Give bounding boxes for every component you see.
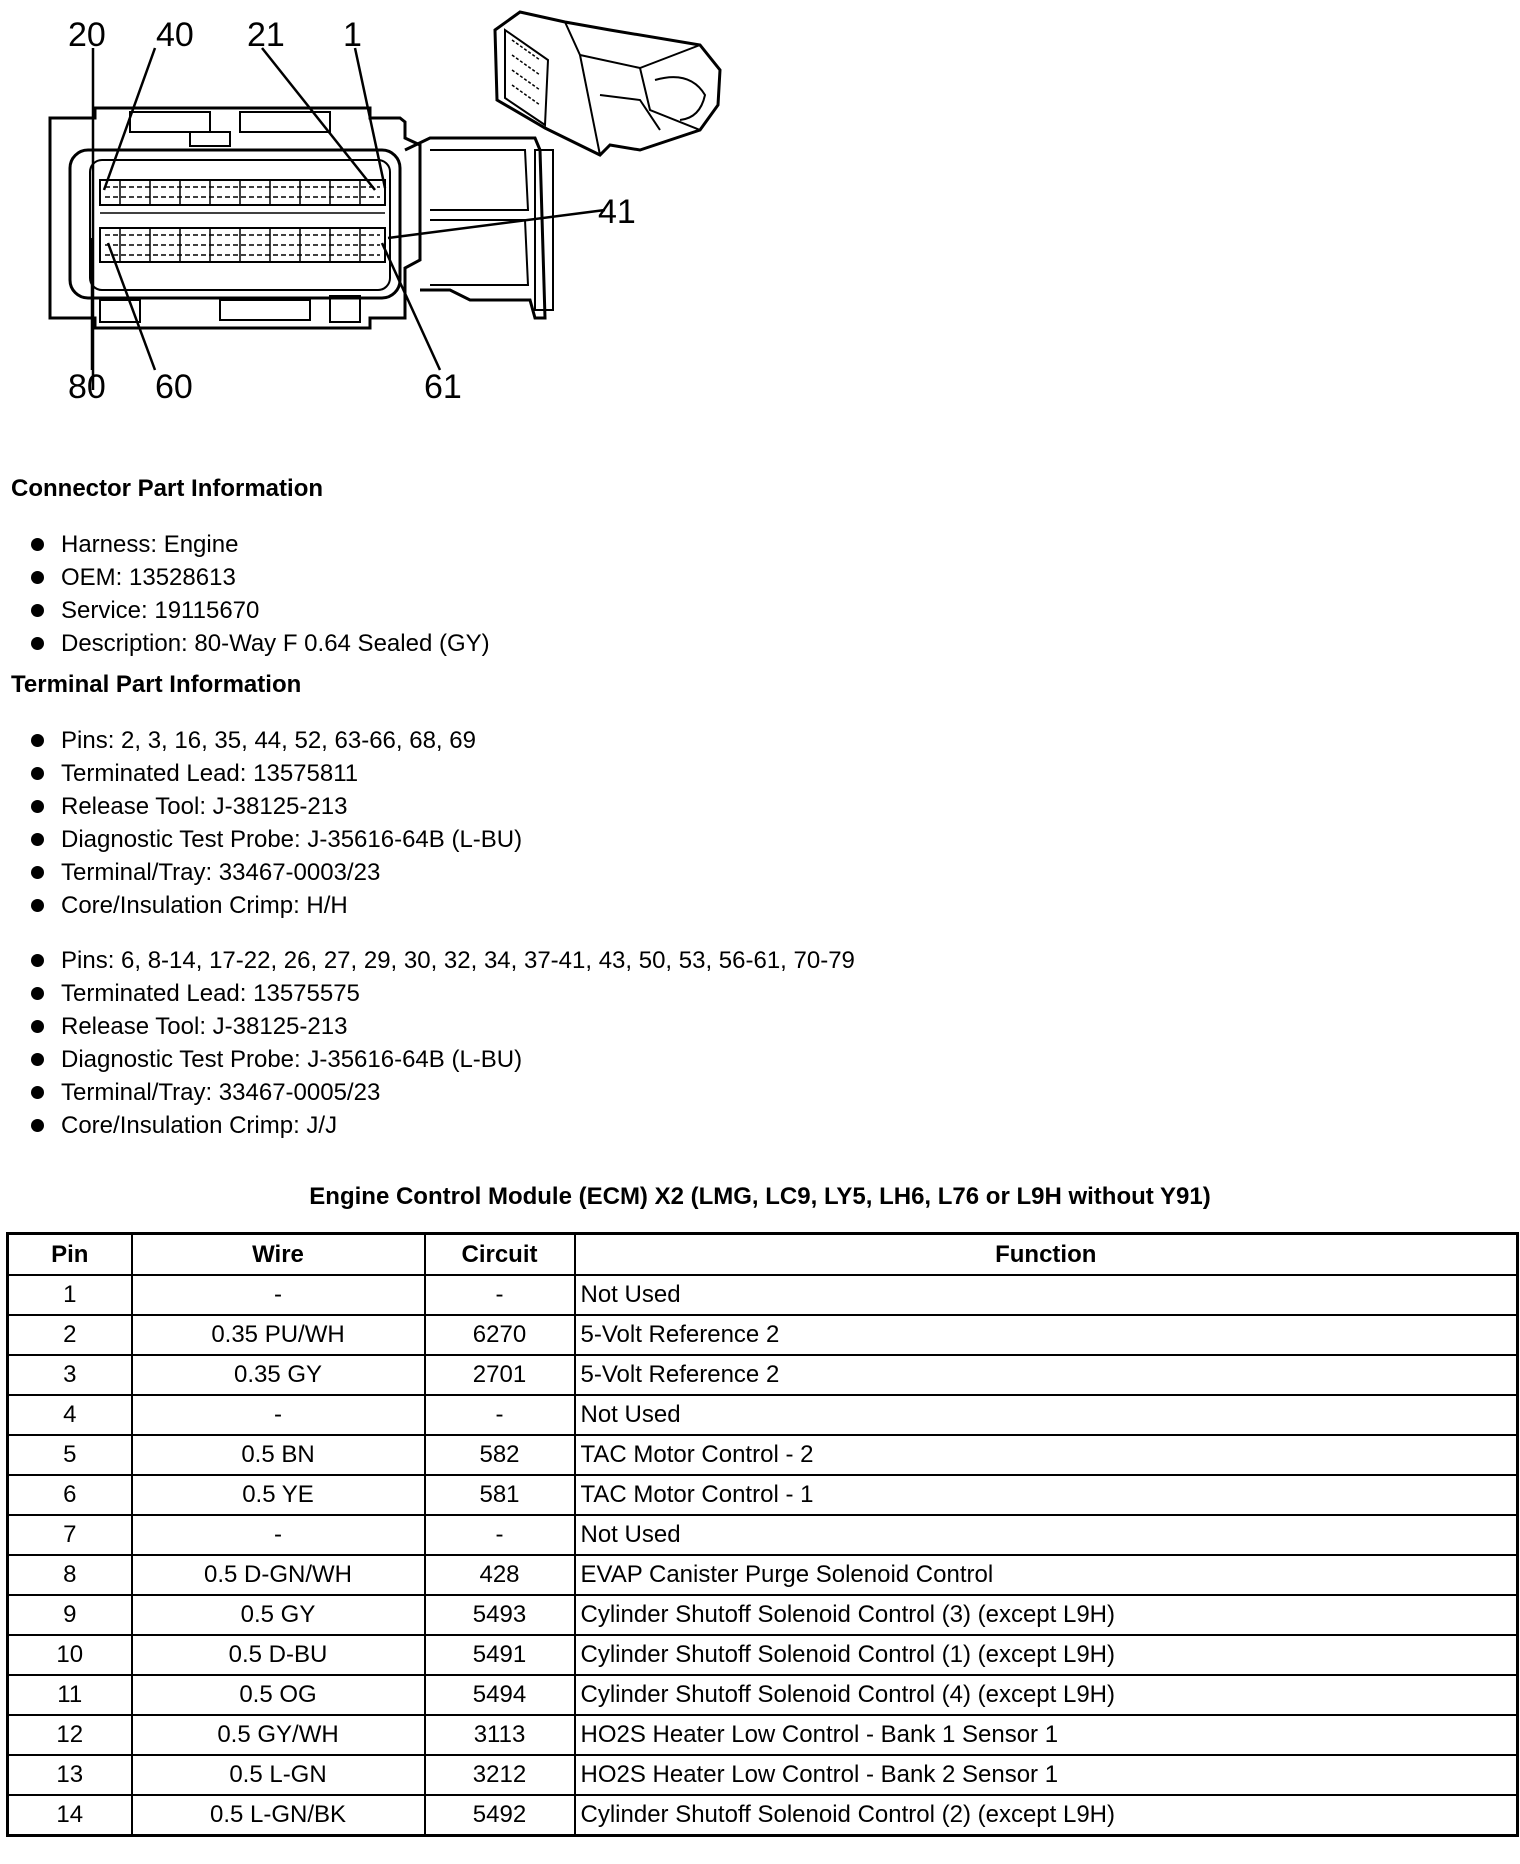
- terminal-part-info-title: Terminal Part Information: [11, 671, 302, 698]
- circuit-cell: 2701: [425, 1355, 575, 1395]
- pin-cell: 2: [8, 1315, 132, 1355]
- function-cell: 5-Volt Reference 2: [575, 1315, 1518, 1355]
- circuit-cell: 6270: [425, 1315, 575, 1355]
- circuit-cell: -: [425, 1275, 575, 1315]
- function-cell: 5-Volt Reference 2: [575, 1355, 1518, 1395]
- function-cell: Not Used: [575, 1275, 1518, 1315]
- callout-61: 61: [424, 368, 462, 406]
- list-item: OEM: 13528613: [31, 561, 490, 594]
- table-row: [8, 1475, 1518, 1515]
- pin-cell: 14: [8, 1795, 132, 1836]
- pin-cell: 12: [8, 1715, 132, 1755]
- list-item: Terminal/Tray: 33467-0005/23: [31, 1076, 855, 1109]
- function-cell: HO2S Heater Low Control - Bank 1 Sensor 1: [575, 1715, 1518, 1755]
- list-item: Core/Insulation Crimp: H/H: [31, 889, 522, 922]
- table-title: Engine Control Module (ECM) X2 (LMG, LC9, LY5, LH6, L76 or L9H without Y91): [309, 1183, 1211, 1210]
- function-cell: HO2S Heater Low Control - Bank 2 Sensor 1: [575, 1755, 1518, 1795]
- wire-cell: 0.5 D-GN/WH: [132, 1555, 425, 1595]
- table-row: [8, 1675, 1518, 1715]
- list-item: Terminated Lead: 13575575: [31, 977, 855, 1010]
- function-cell: Cylinder Shutoff Solenoid Control (3) (except L9H): [575, 1595, 1518, 1635]
- table-row: [8, 1595, 1518, 1635]
- list-item: Terminal/Tray: 33467-0003/23: [31, 856, 522, 889]
- circuit-cell: 582: [425, 1435, 575, 1475]
- table-row: [8, 1435, 1518, 1475]
- table-row: [8, 1355, 1518, 1395]
- function-cell: Cylinder Shutoff Solenoid Control (4) (except L9H): [575, 1675, 1518, 1715]
- circuit-cell: 5491: [425, 1635, 575, 1675]
- wire-cell: -: [132, 1395, 425, 1435]
- pin-cell: 4: [8, 1395, 132, 1435]
- table-row: [8, 1395, 1518, 1435]
- wire-cell: 0.5 L-GN: [132, 1755, 425, 1795]
- pinout-table: [6, 1232, 1519, 1837]
- pin-cell: 1: [8, 1275, 132, 1315]
- list-item: Service: 19115670: [31, 594, 490, 627]
- list-item: Diagnostic Test Probe: J-35616-64B (L-BU): [31, 1043, 855, 1076]
- list-item: Release Tool: J-38125-213: [31, 790, 522, 823]
- connector-face: [50, 108, 553, 328]
- header-pin: Pin: [8, 1234, 132, 1276]
- header-wire: Wire: [132, 1234, 425, 1276]
- table-row: [8, 1795, 1518, 1836]
- function-cell: Cylinder Shutoff Solenoid Control (2) (except L9H): [575, 1795, 1518, 1836]
- list-item: Terminated Lead: 13575811: [31, 757, 522, 790]
- function-cell: Cylinder Shutoff Solenoid Control (1) (except L9H): [575, 1635, 1518, 1675]
- pin-cell: 11: [8, 1675, 132, 1715]
- pin-cell: 9: [8, 1595, 132, 1635]
- circuit-cell: 5494: [425, 1675, 575, 1715]
- pin-cell: 6: [8, 1475, 132, 1515]
- wire-cell: -: [132, 1515, 425, 1555]
- function-cell: EVAP Canister Purge Solenoid Control: [575, 1555, 1518, 1595]
- pin-cell: 7: [8, 1515, 132, 1555]
- circuit-cell: 3113: [425, 1715, 575, 1755]
- list-item: Harness: Engine: [31, 528, 490, 561]
- terminal-part-info-group-2: [31, 944, 855, 1142]
- callout-21: 21: [247, 16, 285, 54]
- wire-cell: 0.5 BN: [132, 1435, 425, 1475]
- callout-41: 41: [598, 193, 636, 231]
- connector-diagram: [0, 0, 1520, 420]
- callout-80: 80: [68, 368, 106, 406]
- circuit-cell: 5493: [425, 1595, 575, 1635]
- wire-cell: 0.5 GY: [132, 1595, 425, 1635]
- wire-cell: 0.5 L-GN/BK: [132, 1795, 425, 1836]
- connector-part-info-title: Connector Part Information: [11, 475, 324, 502]
- circuit-cell: -: [425, 1515, 575, 1555]
- circuit-cell: 428: [425, 1555, 575, 1595]
- header-circuit: Circuit: [425, 1234, 575, 1276]
- callout-1: 1: [343, 16, 362, 54]
- function-cell: Not Used: [575, 1515, 1518, 1555]
- circuit-cell: 3212: [425, 1755, 575, 1795]
- circuit-cell: -: [425, 1395, 575, 1435]
- table-header-row: [8, 1234, 1518, 1276]
- pin-cell: 3: [8, 1355, 132, 1395]
- pin-cell: 8: [8, 1555, 132, 1595]
- wire-cell: 0.5 OG: [132, 1675, 425, 1715]
- circuit-cell: 5492: [425, 1795, 575, 1836]
- connector-iso-view: [495, 12, 720, 155]
- list-item: Description: 80-Way F 0.64 Sealed (GY): [31, 627, 490, 660]
- wire-cell: -: [132, 1275, 425, 1315]
- list-item: Release Tool: J-38125-213: [31, 1010, 855, 1043]
- list-item: Pins: 6, 8-14, 17-22, 26, 27, 29, 30, 32, 34, 37-41, 43, 50, 53, 56-61, 70-79: [31, 944, 855, 977]
- function-cell: TAC Motor Control - 1: [575, 1475, 1518, 1515]
- table-row: [8, 1755, 1518, 1795]
- wire-cell: 0.5 YE: [132, 1475, 425, 1515]
- list-item: Pins: 2, 3, 16, 35, 44, 52, 63-66, 68, 69: [31, 724, 522, 757]
- table-row: [8, 1275, 1518, 1315]
- pin-cell: 5: [8, 1435, 132, 1475]
- function-cell: TAC Motor Control - 2: [575, 1435, 1518, 1475]
- circuit-cell: 581: [425, 1475, 575, 1515]
- terminal-part-info-group-1: [31, 724, 522, 922]
- wire-cell: 0.5 GY/WH: [132, 1715, 425, 1755]
- wire-cell: 0.5 D-BU: [132, 1635, 425, 1675]
- table-row: [8, 1315, 1518, 1355]
- table-row: [8, 1515, 1518, 1555]
- list-item: Diagnostic Test Probe: J-35616-64B (L-BU): [31, 823, 522, 856]
- leader-lines: [92, 48, 605, 390]
- table-row: [8, 1715, 1518, 1755]
- function-cell: Not Used: [575, 1395, 1518, 1435]
- list-item: Core/Insulation Crimp: J/J: [31, 1109, 855, 1142]
- callout-40: 40: [156, 16, 194, 54]
- pin-cell: 10: [8, 1635, 132, 1675]
- table-row: [8, 1635, 1518, 1675]
- connector-part-info-list: [31, 528, 490, 660]
- header-function: Function: [575, 1234, 1518, 1276]
- wire-cell: 0.35 GY: [132, 1355, 425, 1395]
- table-row: [8, 1555, 1518, 1595]
- callout-20: 20: [68, 16, 106, 54]
- callout-60: 60: [155, 368, 193, 406]
- wire-cell: 0.35 PU/WH: [132, 1315, 425, 1355]
- pin-cell: 13: [8, 1755, 132, 1795]
